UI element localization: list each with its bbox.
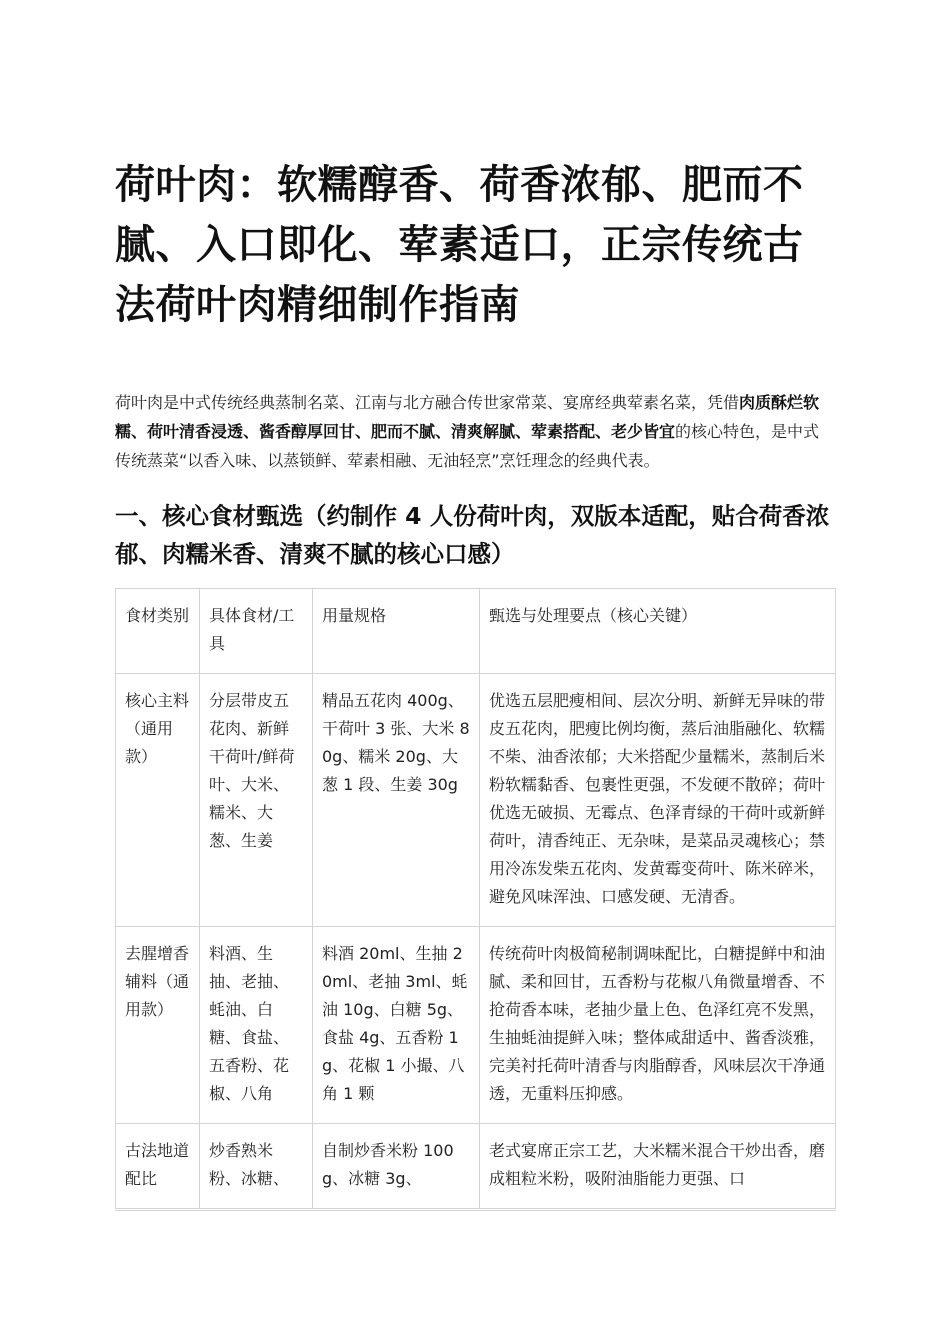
table-header-cell: 甄选与处理要点（核心关键）	[480, 589, 836, 674]
table-cell-notes: 传统荷叶肉极简秘制调味配比，白糖提鲜中和油腻、柔和回甘，五香粉与花椒八角微量增香、不抢荷香本味，老抽少量上色、色泽红亮不发黑，生抽蚝油提鲜入味；整体咸甜适中、酱香淡雅，完美衬托荷叶清香与肉脂醇香，风味层次干净通透，无重料压抑感。	[480, 927, 836, 1124]
table-cell-items: 炒香熟米粉、冰糖、	[200, 1124, 313, 1209]
table-header-cell: 具体食材/工具	[200, 589, 313, 674]
table-cell-category: 去腥增香辅料（通用款）	[116, 927, 200, 1124]
table-cell-category: 核心主料（通用款）	[116, 674, 200, 927]
table-row	[116, 927, 836, 1124]
table-cell-amount: 自制炒香米粉 100g、冰糖 3g、	[313, 1124, 480, 1209]
section-heading-ingredients: 一、核心食材甄选（约制作 4 人份荷叶肉，双版本适配，贴合荷香浓郁、肉糯米香、清爽不腻的核心口感）	[115, 502, 830, 568]
table-cell-amount: 料酒 20ml、生抽 20ml、老抽 3ml、蚝油 10g、白糖 5g、食盐 4g、五香粉 1g、花椒 1 小撮、八角 1 颗	[313, 927, 480, 1124]
table-header-row	[116, 589, 836, 674]
table-row	[116, 674, 836, 927]
ingredients-table-container	[115, 588, 836, 1211]
intro-highlight: 肉质酥烂软糯、荷叶清香浸透、酱香醇厚回甘、肥而不腻、清爽解腻、荤素搭配、老少皆宜	[115, 393, 820, 441]
table-cell-notes: 老式宴席正宗工艺，大米糯米混合干炒出香，磨成粗粒米粉，吸附油脂能力更强、口	[480, 1124, 836, 1209]
table-header-cell: 食材类别	[116, 589, 200, 674]
table-cell-notes: 优选五层肥瘦相间、层次分明、新鲜无异味的带皮五花肉，肥瘦比例均衡，蒸后油脂融化、软糯不柴、油香浓郁；大米搭配少量糯米，蒸制后米粉软糯黏香、包裹性更强，不发硬不散碎；荷叶优选无破损、无霉点、色泽青绿的干荷叶或新鲜荷叶，清香纯正、无杂味，是菜品灵魂核心；禁用冷冻发柴五花肉、发黄霉变荷叶、陈米碎米，避免风味浑浊、口感发硬、无清香。	[480, 674, 836, 927]
document-title: 荷叶肉：软糯醇香、荷香浓郁、肥而不腻、入口即化、荤素适口，正宗传统古法荷叶肉精细制作指南	[115, 162, 804, 328]
intro-text-start: 荷叶肉是中式传统经典蒸制名菜、江南与北方融合传世家常菜、宴席经典荤素名菜，凭借	[115, 393, 740, 412]
table-cell-items: 分层带皮五花肉、新鲜干荷叶/鲜荷叶、大米、糯米、大葱、生姜	[200, 674, 313, 927]
table-cell-amount: 精品五花肉 400g、干荷叶 3 张、大米 80g、糯米 20g、大葱 1 段、生姜 30g	[313, 674, 480, 927]
table-cell-category: 古法地道配比	[116, 1124, 200, 1209]
table-header-cell: 用量规格	[313, 589, 480, 674]
intro-paragraph	[115, 388, 835, 475]
table-row	[116, 1124, 836, 1209]
ingredients-table	[115, 588, 836, 1209]
table-cell-items: 料酒、生抽、老抽、蚝油、白糖、食盐、五香粉、花椒、八角	[200, 927, 313, 1124]
intro-text-end: 的核心特色，是中式传统蒸菜“以香入味、以蒸锁鲜、荤素相融、无油轻烹”烹饪理念的经典代表。	[115, 422, 820, 470]
